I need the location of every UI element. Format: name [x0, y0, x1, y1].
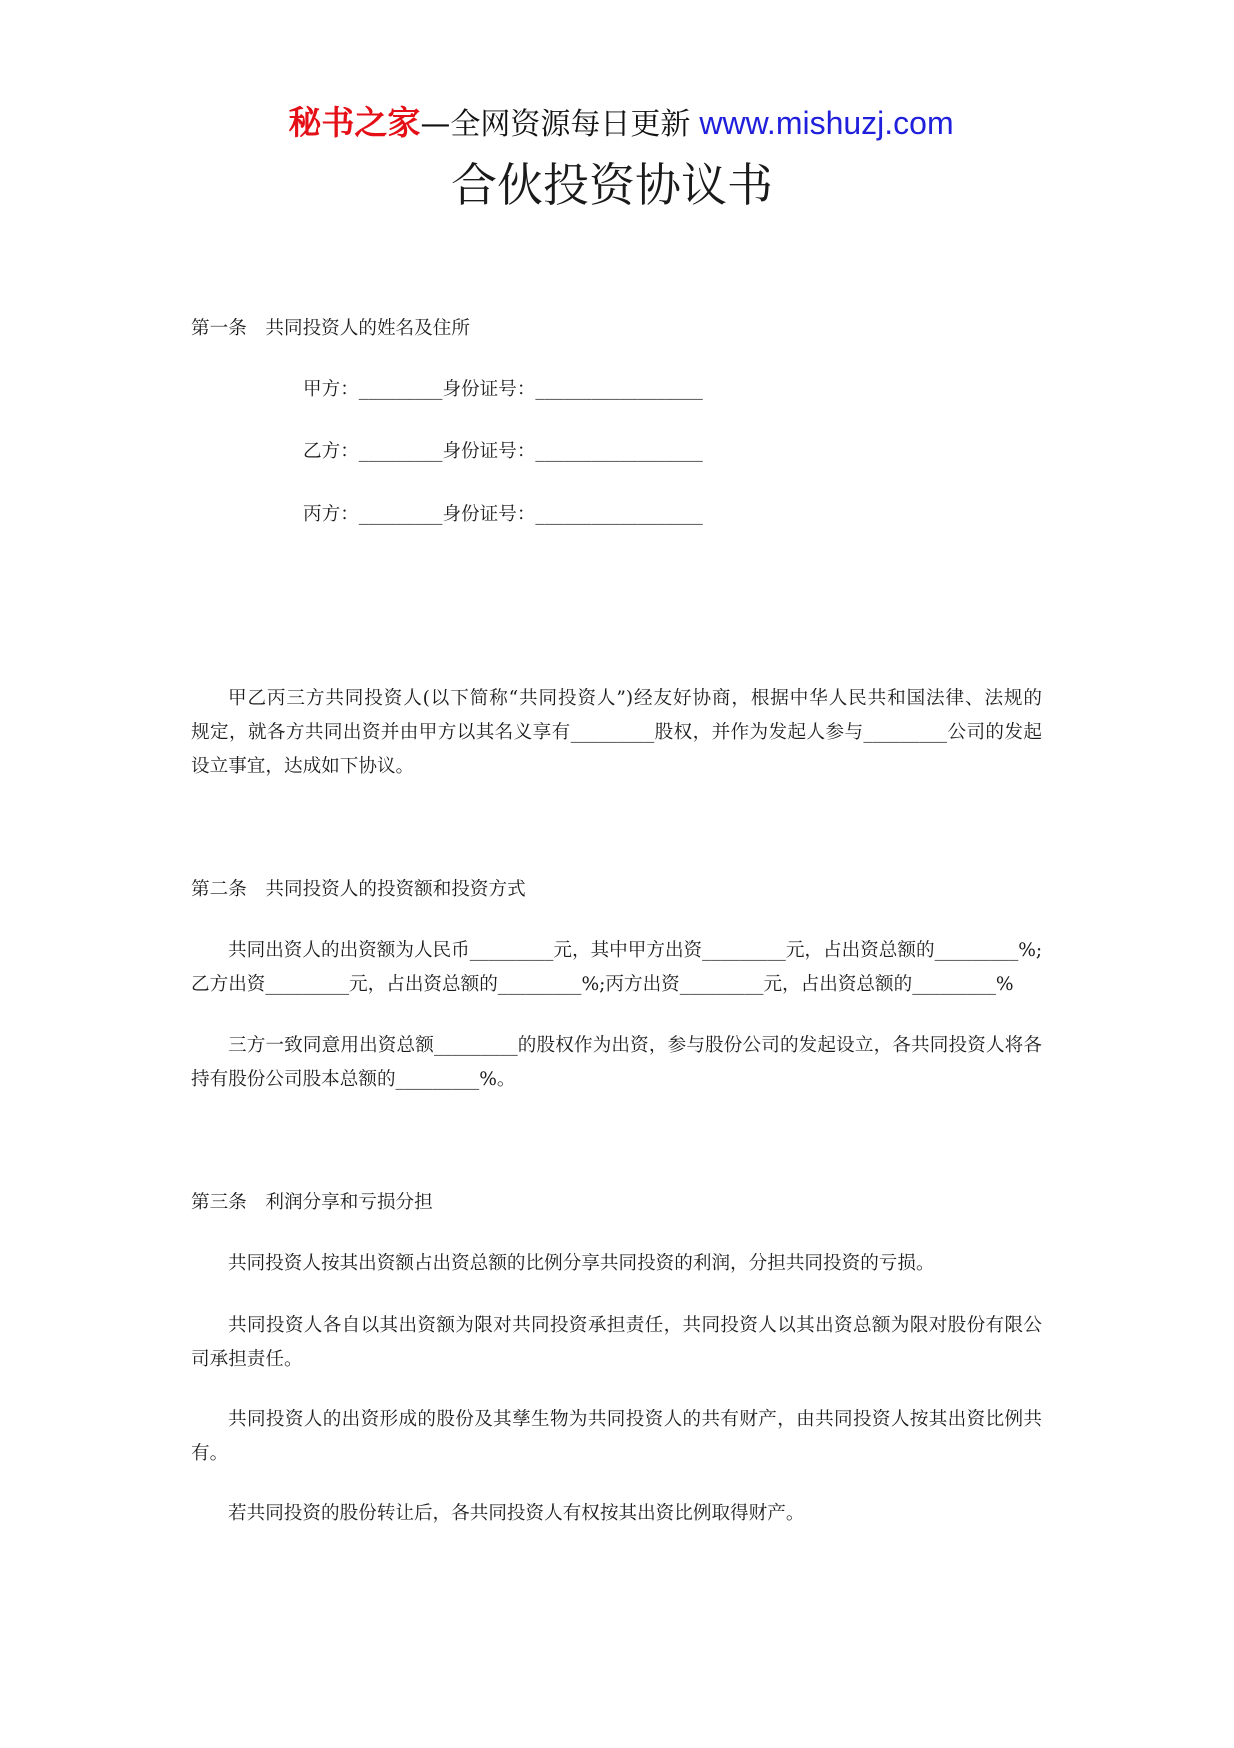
- article-3-paragraph-4: [191, 1497, 1042, 1531]
- party-b-line: 乙方：_________身份证号：__________________: [303, 441, 703, 462]
- site-banner: [8, 101, 1234, 145]
- paragraph-line: 甲乙丙三方共同投资人(以下简称“共同投资人”)经友好协商，根据中华人民共和国法律、法规的: [228, 688, 1042, 709]
- paragraph-line: 规定，就各方共同出资并由甲方以其名义享有_________股权，并作为发起人参与_________公司的发起: [191, 722, 1042, 743]
- article-3-paragraph-2: [191, 1309, 1042, 1377]
- article-2-heading: 第二条 共同投资人的投资额和投资方式: [191, 879, 526, 900]
- paragraph-line: 共同投资人各自以其出资额为限对共同投资承担责任，共同投资人以其出资总额为限对股份有限公: [228, 1315, 1042, 1336]
- article-1-heading: 第一条 共同投资人的姓名及住所: [191, 318, 470, 339]
- article-3-paragraph-3: [191, 1403, 1042, 1471]
- paragraph-line: 有。: [191, 1443, 229, 1464]
- paragraph-line: 共同出资人的出资额为人民币_________元，其中甲方出资_________元，占出资总额的_________%;: [228, 940, 1042, 961]
- brand-name: 秘书之家: [288, 103, 421, 142]
- banner-tagline: —全网资源每日更新: [420, 107, 691, 142]
- document-title: 合伙投资协议书: [451, 158, 773, 212]
- site-url-link[interactable]: www.mishuzj.com: [699, 105, 954, 141]
- paragraph-line: 持有股份公司股本总额的_________%。: [191, 1069, 516, 1090]
- party-a-line: 甲方：_________身份证号：__________________: [303, 379, 703, 400]
- paragraph-line: 三方一致同意用出资总额_________的股权作为出资，参与股份公司的发起设立，各共同投资人将各: [228, 1035, 1042, 1056]
- preamble-paragraph: [191, 682, 1042, 784]
- paragraph-line: 若共同投资的股份转让后，各共同投资人有权按其出资比例取得财产。: [228, 1503, 805, 1524]
- article-3-paragraph-1: [191, 1247, 1042, 1281]
- article-2-paragraph-2: [191, 1029, 1042, 1097]
- article-3-heading: 第三条 利润分享和亏损分担: [191, 1192, 433, 1213]
- article-2-paragraph-1: [191, 934, 1042, 1002]
- party-c-line: 丙方：_________身份证号：__________________: [303, 504, 703, 525]
- paragraph-line: 设立事宜，达成如下协议。: [191, 756, 415, 777]
- paragraph-line: 共同投资人按其出资额占出资总额的比例分享共同投资的利润，分担共同投资的亏损。: [228, 1253, 935, 1274]
- paragraph-line: 司承担责任。: [191, 1349, 303, 1370]
- paragraph-line: 乙方出资_________元，占出资总额的_________%;丙方出资_________元，占出资总额的_________%: [191, 974, 1014, 995]
- paragraph-line: 共同投资人的出资形成的股份及其孳生物为共同投资人的共有财产，由共同投资人按其出资比例共: [228, 1409, 1042, 1430]
